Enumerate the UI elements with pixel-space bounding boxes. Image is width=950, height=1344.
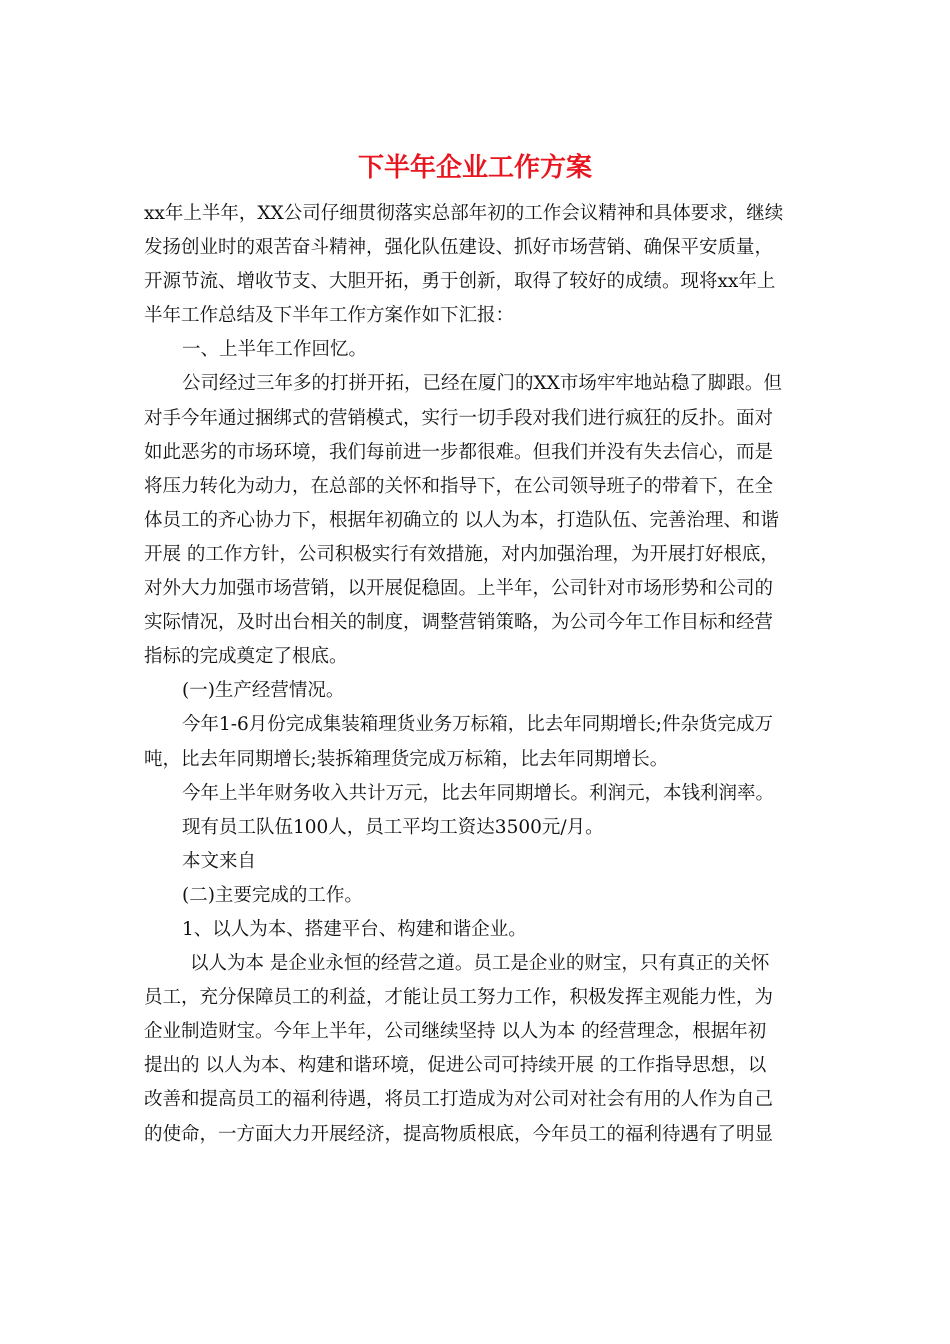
paragraph-line: 将压力转化为动力，在总部的关怀和指导下，在公司领导班子的带着下，在全 [144,475,774,497]
paragraph-line: 实际情况，及时出台相关的制度，调整营销策略，为公司今年工作目标和经营 [144,612,774,634]
document-body [144,197,808,1152]
paragraph-line: 发扬创业时的艰苦奋斗精神，强化队伍建设、抓好市场营销、确保平安质量， [144,237,774,259]
paragraph-line: 今年上半年财务收入共计万元，比去年同期增长。利润元，本钱利润率。 [182,782,775,804]
document-title: 下半年企业工作方案 [357,153,592,183]
paragraph-line: 一、上半年工作回忆。 [182,339,368,361]
paragraph-line: 对外大力加强市场营销，以开展促稳固。上半年，公司针对市场形势和公司的 [144,578,774,600]
paragraph-line: 吨，比去年同期增长;装拆箱理货完成万标箱，比去年同期增长。 [144,748,669,770]
paragraph-line: 现有员工队伍100人，员工平均工资达3500元/月。 [182,816,604,838]
paragraph-line: 1、以人为本、搭建平台、构建和谐企业。 [182,918,527,940]
paragraph-line: 开源节流、增收节支、大胆开拓，勇于创新，取得了较好的成绩。现将xx年上 [144,271,776,293]
paragraph-line: 本文来自 [182,850,257,872]
paragraph-line: 的使命，一方面大力开展经济，提高物质根底，今年员工的福利待遇有了明显 [144,1123,774,1145]
paragraph-line: 提出的 以人为本、构建和谐环境，促进公司可持续开展 的工作指导思想，以 [144,1055,767,1077]
paragraph-line: 如此恶劣的市场环境，我们每前进一步都很难。但我们并没有失去信心，而是 [144,441,774,463]
paragraph-line: 公司经过三年多的打拼开拓，已经在厦门的XX市场牢牢地站稳了脚跟。但 [182,373,782,395]
paragraph-line: 今年1-6月份完成集装箱理货业务万标箱，比去年同期增长;件杂货完成万 [182,714,774,736]
paragraph-line: (二)主要完成的工作。 [182,884,363,906]
paragraph-line: (一)生产经营情况。 [182,680,345,702]
paragraph-line: 体员工的齐心协力下，根据年初确立的 以人为本，打造队伍、完善治理、和谐 [144,509,779,531]
paragraph-line: 对手今年通过捆绑式的营销模式，实行一切手段对我们进行疯狂的反扑。面对 [144,407,774,429]
paragraph-line: 企业制造财宝。今年上半年，公司继续坚持 以人为本 的经营理念，根据年初 [144,1021,767,1043]
paragraph-line: 以人为本 是企业永恒的经营之道。员工是企业的财宝，只有真正的关怀 [190,953,770,975]
paragraph-line: 开展 的工作方针，公司积极实行有效措施，对内加强治理，为开展打好根底， [144,543,779,565]
paragraph-line: 员工，充分保障员工的利益，才能让员工努力工作，积极发挥主观能力性，为 [144,987,774,1009]
paragraph-line: 改善和提高员工的福利待遇，将员工打造成为对公司对社会有用的人作为自己 [144,1089,774,1111]
paragraph-line: 指标的完成奠定了根底。 [144,646,348,668]
paragraph-line: xx年上半年，XX公司仔细贯彻落实总部年初的工作会议精神和具体要求，继续 [144,203,784,224]
paragraph-line: 半年工作总结及下半年工作方案作如下汇报： [144,305,515,327]
